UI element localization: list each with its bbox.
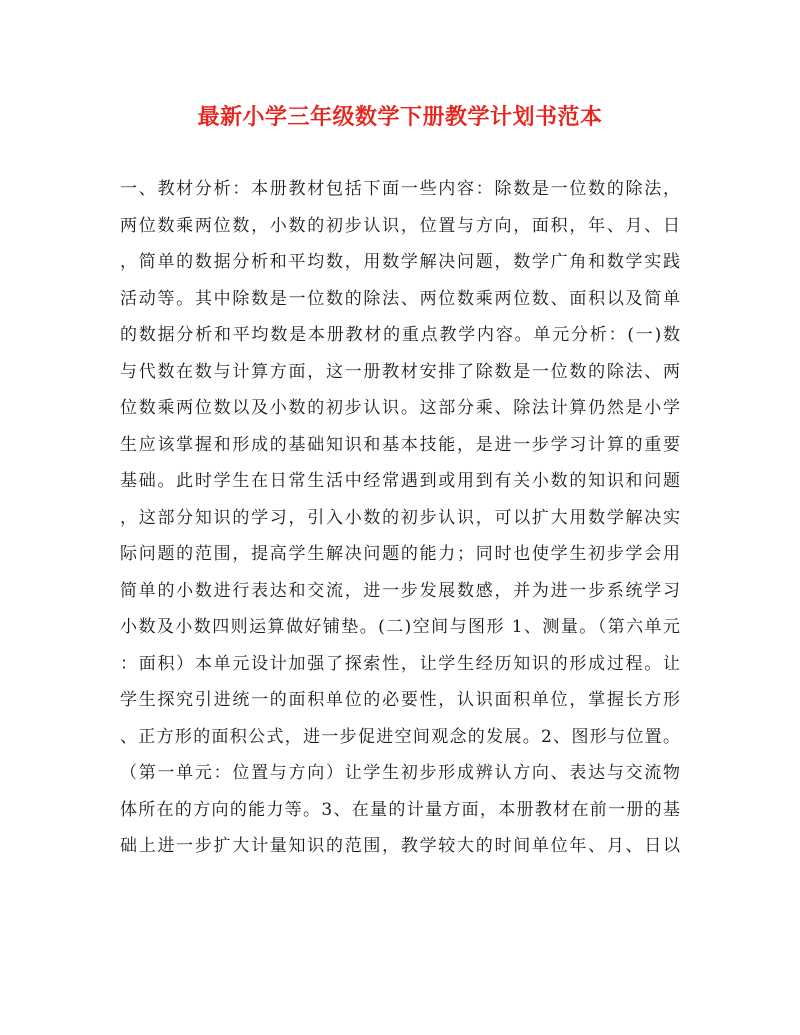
paragraph-line: 位数乘两位数以及小数的初步认识。这部分乘、除法计算仍然是小学 xyxy=(120,398,680,418)
document-body xyxy=(120,171,680,865)
paragraph-line: 生应该掌握和形成的基础知识和基本技能，是进一步学习计算的重要 xyxy=(120,434,680,455)
paragraph-line: 的数据分析和平均数是本册教材的重点教学内容。单元分析：(一)数 xyxy=(120,325,680,345)
paragraph-line: ，这部分知识的学习，引入小数的初步认识，可以扩大用数学解决实 xyxy=(120,507,680,528)
paragraph-line: ：面积）本单元设计加强了探索性，让学生经历知识的形成过程。让 xyxy=(120,653,680,674)
paragraph-line: 体所在的方向的能力等。3、在量的计量方面，本册教材在前一册的基 xyxy=(120,799,680,820)
paragraph-line: 两位数乘两位数，小数的初步认识，位置与方向，面积，年、月、日 xyxy=(120,215,680,236)
paragraph-line: 学生探究引进统一的面积单位的必要性，认识面积单位，掌握长方形 xyxy=(120,690,680,710)
paragraph-line: 活动等。其中除数是一位数的除法、两位数乘两位数、面积以及简单 xyxy=(120,288,680,309)
paragraph-line: 际问题的范围，提高学生解决问题的能力；同时也使学生初步学会用 xyxy=(120,544,680,564)
paragraph-line: 简单的小数进行表达和交流，进一步发展数感，并为进一步系统学习 xyxy=(120,580,680,601)
document-title: 最新小学三年级数学下册教学计划书范本 xyxy=(197,104,603,130)
paragraph-line: 础上进一步扩大计量知识的范围，教学较大的时间单位年、月、日以 xyxy=(120,836,680,856)
paragraph-line: 与代数在数与计算方面，这一册教材安排了除数是一位数的除法、两 xyxy=(120,361,680,382)
paragraph-line: ，简单的数据分析和平均数，用数学解决问题，数学广角和数学实践 xyxy=(120,252,680,272)
paragraph-line: 、正方形的面积公式，进一步促进空间观念的发展。2、图形与位置。 xyxy=(120,726,680,747)
paragraph-line: 基础。此时学生在日常生活中经常遇到或用到有关小数的知识和问题 xyxy=(120,471,680,491)
paragraph-line: （第一单元：位置与方向）让学生初步形成辨认方向、表达与交流物 xyxy=(120,763,680,783)
paragraph-line: 一、教材分析：本册教材包括下面一些内容：除数是一位数的除法， xyxy=(120,179,680,199)
paragraph-line: 小数及小数四则运算做好铺垫。(二)空间与图形 1、测量。（第六单元 xyxy=(120,617,680,637)
